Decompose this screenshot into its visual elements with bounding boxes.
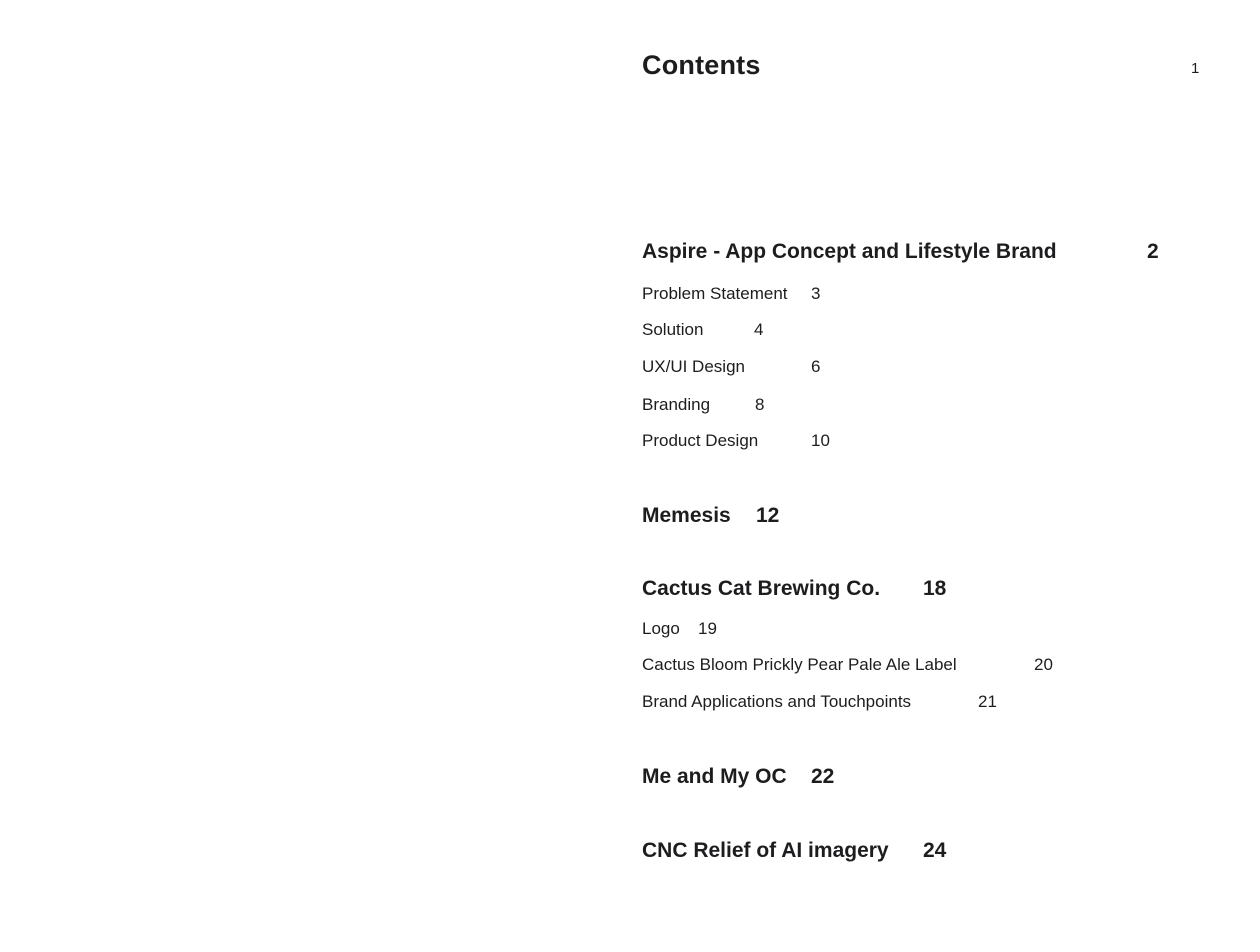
- toc-item-title: Branding: [642, 395, 711, 414]
- toc-item-page: 10: [811, 431, 830, 450]
- toc-section-page: 18: [923, 577, 947, 600]
- toc-section-title: Aspire - App Concept and Lifestyle Brand: [642, 240, 1057, 263]
- toc-item-title: Solution: [642, 320, 704, 339]
- toc-item-title: Product Design: [642, 431, 759, 450]
- toc-item-title: Brand Applications and Touchpoints: [642, 692, 912, 711]
- toc-section-title: CNC Relief of AI imagery: [642, 839, 889, 862]
- toc-item-title: Cactus Bloom Prickly Pear Pale Ale Label: [642, 655, 957, 674]
- toc-section-me-and-my-oc[interactable]: [642, 765, 787, 789]
- toc-section-title: Cactus Cat Brewing Co.: [642, 577, 881, 600]
- toc-item-cactus-bloom-label[interactable]: [642, 655, 957, 675]
- toc-section-page: 2: [1147, 240, 1159, 263]
- toc-item-brand-applications[interactable]: [642, 692, 911, 712]
- toc-item-page: 3: [811, 284, 821, 303]
- page-title: Contents: [642, 50, 761, 80]
- toc-item-product-design[interactable]: [642, 431, 758, 451]
- toc-section-title: Memesis: [642, 504, 731, 527]
- toc-item-page: 6: [811, 357, 821, 376]
- toc-section-aspire[interactable]: [642, 240, 1057, 264]
- toc-item-page: 21: [978, 692, 997, 711]
- toc-section-page: 24: [923, 839, 947, 862]
- toc-item-ux-ui-design[interactable]: [642, 357, 745, 377]
- toc-item-page: 19: [698, 619, 717, 638]
- toc-item-problem-statement[interactable]: [642, 284, 788, 304]
- page-number: 1: [1191, 60, 1200, 77]
- toc-section-page: 22: [811, 765, 835, 788]
- toc-item-title: Problem Statement: [642, 284, 788, 303]
- toc-item-title: Logo: [642, 619, 680, 638]
- toc-item-title: UX/UI Design: [642, 357, 745, 376]
- toc-item-page: 4: [754, 320, 764, 339]
- toc-item-logo[interactable]: [642, 619, 680, 639]
- toc-section-page: 12: [756, 504, 780, 527]
- toc-section-cnc-relief[interactable]: [642, 839, 889, 863]
- toc-section-memesis[interactable]: [642, 504, 731, 528]
- toc-section-title: Me and My OC: [642, 765, 787, 788]
- toc-item-page: 20: [1034, 655, 1053, 674]
- toc-item-solution[interactable]: [642, 320, 703, 340]
- toc-section-cactus-cat[interactable]: [642, 577, 880, 601]
- toc-item-branding[interactable]: [642, 395, 710, 415]
- toc-item-page: 8: [755, 395, 765, 414]
